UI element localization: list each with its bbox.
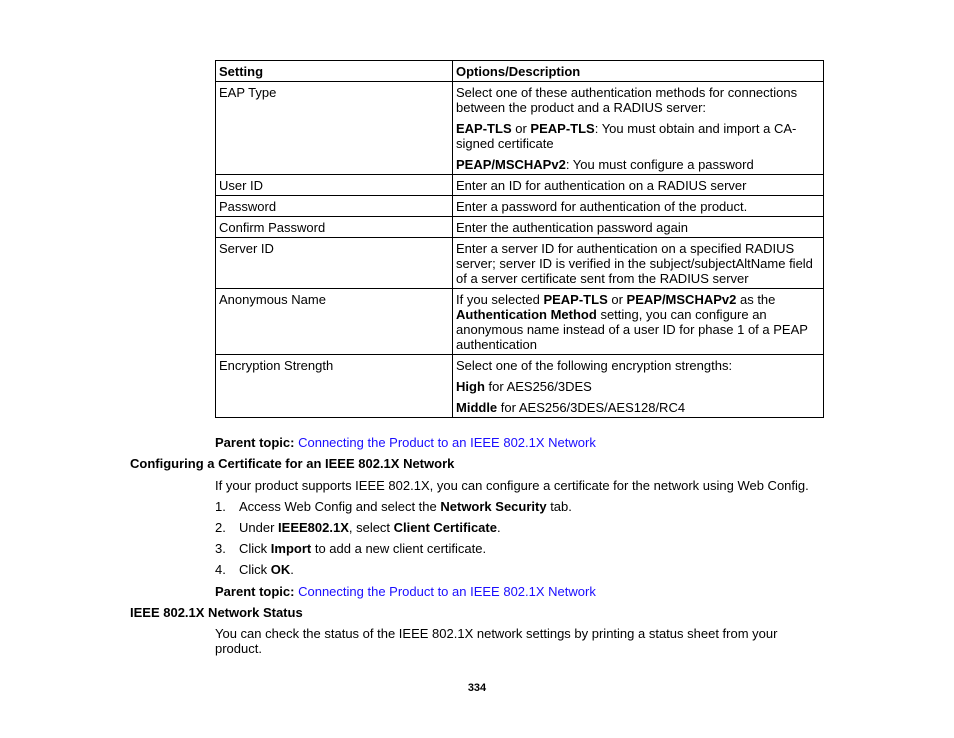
column-header-options: Options/Description (453, 61, 824, 82)
setting-description (453, 82, 824, 175)
parent-topic-label: Parent topic: (215, 584, 295, 599)
step-item: 3. Click Import to add a new client certificate. (215, 541, 487, 556)
description-paragraph: High for AES256/3DES (456, 379, 592, 394)
section-heading: Configuring a Certificate for an IEEE 802.1X Network (130, 456, 455, 471)
setting-description (453, 355, 824, 418)
description-paragraph: EAP-TLS or PEAP-TLS: You must obtain and import a CA-signed certificate (456, 121, 797, 151)
table-header-row (216, 61, 824, 82)
description-paragraph: Middle for AES256/3DES/AES128/RC4 (456, 400, 686, 415)
table-row-password (216, 196, 824, 217)
table-row-eap-type (216, 82, 824, 175)
setting-name: Confirm Password (216, 217, 453, 238)
step-item: 1. Access Web Config and select the Network Security tab. (215, 499, 572, 514)
page-number: 334 (467, 682, 487, 694)
settings-table (215, 60, 824, 418)
setting-description: Enter an ID for authentication on a RADIUS server (453, 175, 824, 196)
table-row-confirm-password (216, 217, 824, 238)
table-row-anonymous-name (216, 289, 824, 355)
table-row-server-id (216, 238, 824, 289)
setting-description: Enter a password for authentication of the product. (453, 196, 824, 217)
description-paragraph: Select one of the following encryption strengths: (456, 358, 733, 373)
setting-description: Enter a server ID for authentication on a specified RADIUS server; server ID is verified in the subject/subjectAltName field of a server certificate sent from the RADIUS server (453, 238, 824, 289)
parent-topic-link[interactable]: Connecting the Product to an IEEE 802.1X Network (298, 435, 596, 450)
parent-topic (215, 584, 596, 599)
setting-name: Password (216, 196, 453, 217)
section-intro: If your product supports IEEE 802.1X, you can configure a certificate for the network using Web Config. (215, 478, 809, 493)
description-paragraph: Select one of these authentication methods for connections between the product and a RADIUS server: (456, 85, 798, 115)
setting-name: User ID (216, 175, 453, 196)
column-header-setting: Setting (216, 61, 453, 82)
section-heading: IEEE 802.1X Network Status (130, 605, 303, 620)
table-row-encryption-strength (216, 355, 824, 418)
step-item: 4. Click OK. (215, 562, 294, 577)
setting-name: Anonymous Name (216, 289, 453, 355)
setting-name: Server ID (216, 238, 453, 289)
description-paragraph: PEAP/MSCHAPv2: You must configure a password (456, 157, 754, 172)
setting-description: Enter the authentication password again (453, 217, 824, 238)
step-item: 2. Under IEEE802.1X, select Client Certificate. (215, 520, 501, 535)
section-intro: You can check the status of the IEEE 802.1X network settings by printing a status sheet from your product. (215, 626, 778, 656)
setting-name: Encryption Strength (216, 355, 453, 418)
table-row-user-id (216, 175, 824, 196)
setting-description: If you selected PEAP-TLS or PEAP/MSCHAPv2 as the Authentication Method setting, you can configure an anonymous name instead of a user ID for phase 1 of a PEAP authentication (453, 289, 824, 355)
parent-topic-label: Parent topic: (215, 435, 295, 450)
setting-name: EAP Type (216, 82, 453, 175)
parent-topic (215, 435, 596, 450)
parent-topic-link[interactable]: Connecting the Product to an IEEE 802.1X Network (298, 584, 596, 599)
